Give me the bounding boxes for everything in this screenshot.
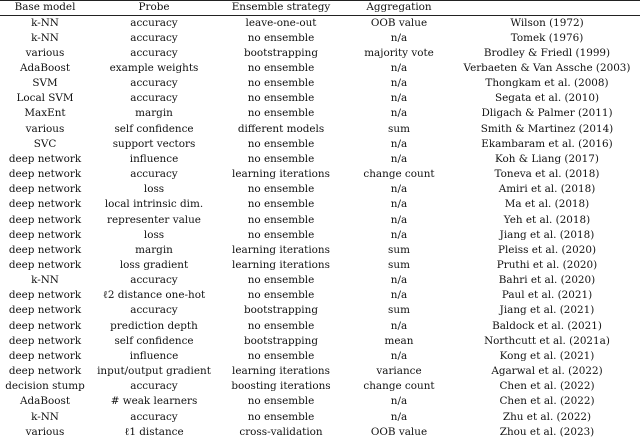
probe-cell: accuracy (130, 304, 178, 317)
probe-cell: accuracy (130, 16, 178, 29)
table-row (0, 425, 640, 440)
aggregation-cell: n/a (390, 77, 408, 90)
ensemble-strategy-cell: learning iterations (232, 259, 330, 271)
probe-cell: input/output gradient (97, 365, 211, 378)
probe-cell: loss (143, 183, 165, 196)
ensemble-strategy-cell: no ensemble (247, 319, 315, 332)
ensemble-strategy-cell: no ensemble (247, 92, 315, 105)
base-model-cell: deep network (8, 228, 82, 241)
reference-cell: Smith & Martinez (2014) (480, 122, 614, 135)
table-header-row (0, 0, 640, 16)
probe-cell: loss gradient (119, 259, 189, 271)
table-row (0, 122, 640, 137)
base-model-cell: deep network (8, 319, 82, 332)
table-row (0, 394, 640, 409)
aggregation-cell: sum (388, 304, 410, 317)
aggregation-cell: n/a (390, 349, 408, 362)
base-model-cell: deep network (8, 168, 82, 181)
base-model-cell: deep network (8, 365, 82, 378)
ensemble-strategy-cell: cross-validation (239, 425, 323, 438)
table-row (0, 61, 640, 76)
probe-cell: accuracy (130, 168, 178, 181)
base-model-cell: various (25, 122, 65, 135)
ensemble-strategy-cell: learning iterations (232, 365, 330, 378)
ensemble-strategy-cell: no ensemble (247, 228, 315, 241)
ensemble-strategy-cell: no ensemble (247, 289, 315, 302)
base-model-cell: k-NN (31, 274, 59, 287)
ensemble-strategy-cell: learning iterations (232, 168, 330, 181)
table-row (0, 410, 640, 425)
base-model-cell: deep network (8, 243, 82, 256)
aggregation-cell: sum (388, 243, 410, 256)
base-model-cell: k-NN (31, 16, 59, 29)
reference-cell: Wilson (1972) (510, 16, 584, 29)
aggregation-cell: n/a (390, 183, 408, 196)
table-row (0, 91, 640, 106)
ensemble-strategy-cell: no ensemble (247, 183, 315, 196)
ensemble-strategy-cell: no ensemble (247, 349, 315, 362)
probe-cell: influence (129, 152, 179, 165)
table-row (0, 152, 640, 167)
aggregation-cell: n/a (390, 319, 408, 332)
reference-cell: Ma et al. (2018) (504, 198, 590, 211)
table-row (0, 31, 640, 46)
table-row (0, 379, 640, 394)
reference-cell: Thongkam et al. (2008) (485, 77, 609, 90)
probe-cell: # weak learners (110, 395, 198, 408)
ensemble-strategy-cell: no ensemble (247, 107, 315, 120)
header-probe: Probe (138, 1, 170, 13)
base-model-cell: SVC (33, 137, 57, 150)
aggregation-cell: sum (388, 259, 410, 271)
probe-cell: example weights (109, 61, 199, 74)
table-row (0, 167, 640, 182)
ensemble-strategy-cell: no ensemble (247, 61, 315, 74)
base-model-cell: deep network (8, 259, 82, 271)
reference-cell: Verbaeten & Van Assche (2003) (463, 61, 631, 74)
reference-cell: Dligach & Palmer (2011) (481, 107, 613, 120)
ensemble-strategy-cell: no ensemble (247, 198, 315, 211)
aggregation-cell: n/a (390, 92, 408, 105)
ensemble-strategy-cell: bootstrapping (244, 334, 318, 347)
reference-cell: Tomek (1976) (510, 31, 584, 44)
aggregation-cell: n/a (390, 198, 408, 211)
ensemble-strategy-cell: learning iterations (232, 243, 330, 256)
aggregation-cell: n/a (390, 410, 408, 423)
table-row (0, 213, 640, 228)
ensemble-strategy-cell: no ensemble (247, 213, 315, 226)
aggregation-cell: variance (376, 365, 422, 378)
probe-cell: self confidence (114, 122, 194, 135)
reference-cell: Koh & Liang (2017) (495, 152, 599, 165)
probe-cell: accuracy (130, 92, 178, 105)
header-base-model: Base model (14, 1, 76, 13)
base-model-cell: deep network (8, 289, 82, 302)
table-row (0, 197, 640, 212)
aggregation-cell: n/a (390, 395, 408, 408)
table-row (0, 76, 640, 91)
base-model-cell: k-NN (31, 31, 59, 44)
probe-cell: prediction depth (110, 319, 198, 332)
base-model-cell: MaxEnt (24, 107, 66, 120)
ensemble-strategy-cell: no ensemble (247, 395, 315, 408)
reference-cell: Chen et al. (2022) (499, 380, 595, 393)
reference-cell: Chen et al. (2022) (499, 395, 595, 408)
base-model-cell: AdaBoost (19, 395, 70, 408)
table-row (0, 349, 640, 364)
base-model-cell: k-NN (31, 410, 59, 423)
ensemble-strategy-cell: different models (237, 122, 325, 135)
table-row (0, 258, 640, 273)
aggregation-cell: n/a (390, 274, 408, 287)
probe-cell: support vectors (112, 137, 196, 150)
probe-cell: accuracy (130, 77, 178, 90)
reference-cell: Jiang et al. (2018) (499, 228, 595, 241)
aggregation-cell: mean (384, 334, 414, 347)
aggregation-cell: n/a (390, 137, 408, 150)
ensemble-strategy-cell: leave-one-out (245, 16, 317, 29)
base-model-cell: various (25, 425, 65, 438)
table-row (0, 228, 640, 243)
table-row (0, 303, 640, 318)
table-row (0, 273, 640, 288)
base-model-cell: deep network (8, 213, 82, 226)
probe-cell: accuracy (130, 380, 178, 393)
ensemble-strategy-cell: no ensemble (247, 410, 315, 423)
base-model-cell: deep network (8, 334, 82, 347)
table-row (0, 16, 640, 31)
aggregation-cell: n/a (390, 228, 408, 241)
aggregation-cell: n/a (390, 213, 408, 226)
aggregation-cell: change count (363, 168, 435, 181)
probe-cell: representer value (107, 213, 201, 226)
reference-cell: Paul et al. (2021) (501, 289, 593, 302)
ensemble-strategy-cell: no ensemble (247, 152, 315, 165)
base-model-cell: AdaBoost (19, 61, 70, 74)
reference-cell: Amiri et al. (2018) (498, 183, 596, 196)
ensemble-strategy-cell: bootstrapping (244, 304, 318, 317)
probe-cell: loss (143, 228, 165, 241)
reference-cell: Bahri et al. (2020) (498, 274, 596, 287)
base-model-cell: various (25, 46, 65, 59)
table-body (0, 16, 640, 440)
base-model-cell: deep network (8, 183, 82, 196)
table-row (0, 106, 640, 121)
header-aggregation: Aggregation (366, 1, 432, 13)
probe-cell: accuracy (130, 274, 178, 287)
reference-cell: Pleiss et al. (2020) (497, 243, 597, 256)
probe-cell: margin (135, 243, 173, 256)
reference-cell: Segata et al. (2010) (494, 92, 600, 105)
probe-cell: accuracy (130, 46, 178, 59)
aggregation-cell: change count (363, 380, 435, 393)
probe-cell: margin (135, 107, 173, 120)
table-row (0, 243, 640, 258)
header-reference (454, 0, 640, 16)
reference-cell: Toneva et al. (2018) (494, 168, 600, 181)
base-model-cell: SVM (32, 77, 58, 90)
reference-cell: Agarwal et al. (2022) (491, 365, 603, 378)
aggregation-cell: n/a (390, 289, 408, 302)
ensemble-strategy-cell: boosting iterations (231, 380, 331, 393)
base-model-cell: Local SVM (16, 92, 74, 105)
aggregation-cell: n/a (390, 61, 408, 74)
probe-cell: influence (129, 349, 179, 362)
aggregation-cell: OOB value (370, 425, 428, 438)
reference-cell: Ekambaram et al. (2016) (481, 137, 613, 150)
reference-cell: Pruthi et al. (2020) (496, 259, 598, 271)
aggregation-cell: sum (388, 122, 410, 135)
base-model-cell: deep network (8, 198, 82, 211)
aggregation-cell: n/a (390, 107, 408, 120)
reference-cell: Yeh et al. (2018) (503, 213, 591, 226)
ensemble-strategy-cell: no ensemble (247, 274, 315, 287)
ensemble-strategy-cell: no ensemble (247, 137, 315, 150)
reference-cell: Zhou et al. (2023) (499, 425, 595, 438)
header-ensemble-strategy: Ensemble strategy (231, 1, 331, 13)
ensemble-strategy-cell: no ensemble (247, 77, 315, 90)
aggregation-cell: n/a (390, 152, 408, 165)
probe-cell: local intrinsic dim. (104, 198, 204, 211)
reference-cell: Jiang et al. (2021) (499, 304, 595, 317)
table-row (0, 319, 640, 334)
table-row (0, 364, 640, 379)
reference-cell: Baldock et al. (2021) (492, 319, 602, 332)
probe-cell: self confidence (114, 334, 194, 347)
base-model-cell: deep network (8, 304, 82, 317)
probe-cell: ℓ2 distance one-hot (102, 289, 206, 302)
ensemble-strategy-cell: bootstrapping (244, 46, 318, 59)
aggregation-cell: majority vote (364, 46, 434, 59)
base-model-cell: deep network (8, 349, 82, 362)
reference-cell: Kong et al. (2021) (499, 349, 595, 362)
table-row (0, 334, 640, 349)
probe-cell: ℓ1 distance (124, 425, 184, 438)
reference-cell: Zhu et al. (2022) (502, 410, 592, 423)
reference-cell: Northcutt et al. (2021a) (484, 334, 610, 347)
table-row (0, 288, 640, 303)
ensemble-strategy-cell: no ensemble (247, 31, 315, 44)
base-model-cell: deep network (8, 152, 82, 165)
table-row (0, 137, 640, 152)
table-row (0, 46, 640, 61)
aggregation-cell: n/a (390, 31, 408, 44)
probe-cell: accuracy (130, 31, 178, 44)
base-model-cell: decision stump (5, 380, 85, 393)
probe-cell: accuracy (130, 410, 178, 423)
reference-cell: Brodley & Friedl (1999) (483, 46, 611, 59)
table-row (0, 182, 640, 197)
aggregation-cell: OOB value (370, 16, 428, 29)
